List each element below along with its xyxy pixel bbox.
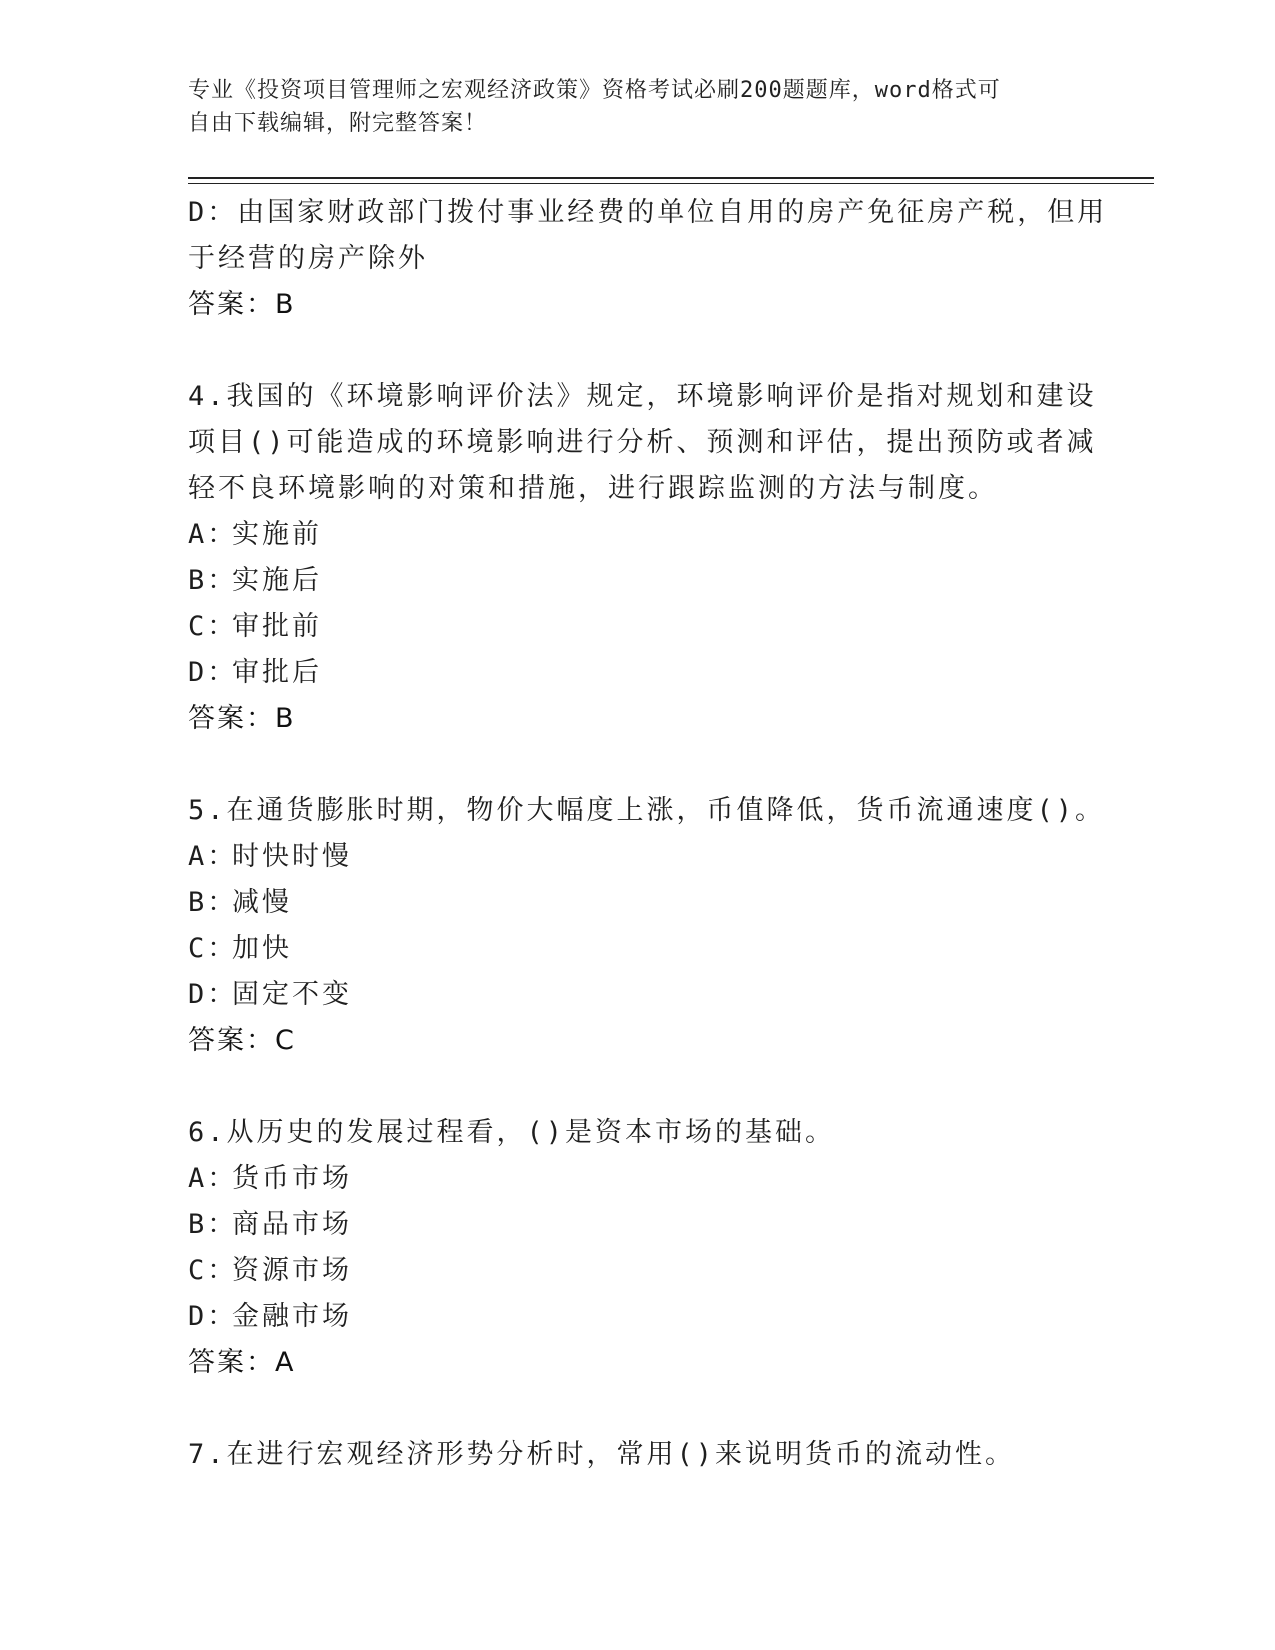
question-6-option-b <box>188 1202 1088 1248</box>
option-label: A： <box>188 841 238 872</box>
spacer <box>188 328 1088 374</box>
document-body <box>188 190 1108 1478</box>
answer-4: 答案：B <box>188 703 296 734</box>
question-5-option-c <box>188 926 1088 972</box>
question-5-option-b <box>188 880 1088 926</box>
option-text: 审批前 <box>232 611 322 642</box>
option-label: D： <box>188 1301 238 1332</box>
option-text: 减慢 <box>232 887 292 918</box>
option-label: B： <box>188 1209 238 1240</box>
option-text: 审批后 <box>232 657 322 688</box>
option-text: 实施前 <box>232 519 322 550</box>
header-rule-thin <box>188 183 1154 184</box>
question-4-stem-line-3: 轻不良环境影响的对策和措施，进行跟踪监测的方法与制度。 <box>188 473 998 504</box>
option-text: 货币市场 <box>232 1163 352 1194</box>
question-4 <box>188 374 1097 742</box>
answer-6: 答案：A <box>188 1347 296 1378</box>
option-label: C： <box>188 1255 238 1286</box>
option-label: C： <box>188 933 238 964</box>
question-5 <box>188 788 1106 1064</box>
question-6-option-c <box>188 1248 1088 1294</box>
spacer <box>188 1386 1088 1432</box>
spacer <box>188 742 1088 788</box>
option-text: 金融市场 <box>232 1301 352 1332</box>
option-label: B： <box>188 565 238 596</box>
option-text: 资源市场 <box>232 1255 352 1286</box>
option-text: 商品市场 <box>232 1209 352 1240</box>
spacer <box>188 1064 1088 1110</box>
question-7 <box>188 1432 1088 1478</box>
option-label: C： <box>188 611 238 642</box>
question-6-stem-line-1: 6.从历史的发展过程看，()是资本市场的基础。 <box>188 1117 836 1148</box>
answer-5: 答案：C <box>188 1025 296 1056</box>
header-rule-thick <box>188 177 1154 179</box>
option-text: 时快时慢 <box>232 841 352 872</box>
question-5-option-a <box>188 834 1088 880</box>
option-label: D： <box>188 657 238 688</box>
question-6-option-d <box>188 1294 1088 1340</box>
header-line-1: 专业《投资项目管理师之宏观经济政策》资格考试必刷200题题库，word格式可 <box>188 78 1001 103</box>
question-6 <box>188 1110 1088 1386</box>
option-text: 加快 <box>232 933 292 964</box>
option-label: D： <box>188 979 238 1010</box>
option-label: A： <box>188 1163 238 1194</box>
option-d-line-2: 于经营的房产除外 <box>188 243 428 274</box>
page-header <box>188 74 1088 140</box>
question-4-option-d <box>188 650 1088 696</box>
question-6-option-a <box>188 1156 1088 1202</box>
option-text: 实施后 <box>232 565 322 596</box>
question-4-option-c <box>188 604 1088 650</box>
question-5-option-d <box>188 972 1088 1018</box>
answer-3: 答案：B <box>188 289 296 320</box>
question-7-stem-line-1: 7.在进行宏观经济形势分析时，常用()来说明货币的流动性。 <box>188 1439 1016 1470</box>
question-5-stem-line-1: 5.在通货膨胀时期，物价大幅度上涨，币值降低，货币流通速度()。 <box>188 795 1106 826</box>
option-text: 固定不变 <box>232 979 352 1010</box>
header-line-2: 自由下载编辑，附完整答案！ <box>188 111 488 136</box>
question-4-stem-line-1: 4.我国的《环境影响评价法》规定，环境影响评价是指对规划和建设 <box>188 381 1097 412</box>
option-label: B： <box>188 887 238 918</box>
question-4-option-b <box>188 558 1088 604</box>
question-3-continued <box>188 190 1108 328</box>
question-4-stem-line-2: 项目()可能造成的环境影响进行分析、预测和评估，提出预防或者减 <box>188 427 1097 458</box>
option-label: A： <box>188 519 238 550</box>
option-d-line-1: D：由国家财政部门拨付事业经费的单位自用的房产免征房产税，但用 <box>188 197 1108 228</box>
question-4-option-a <box>188 512 1088 558</box>
